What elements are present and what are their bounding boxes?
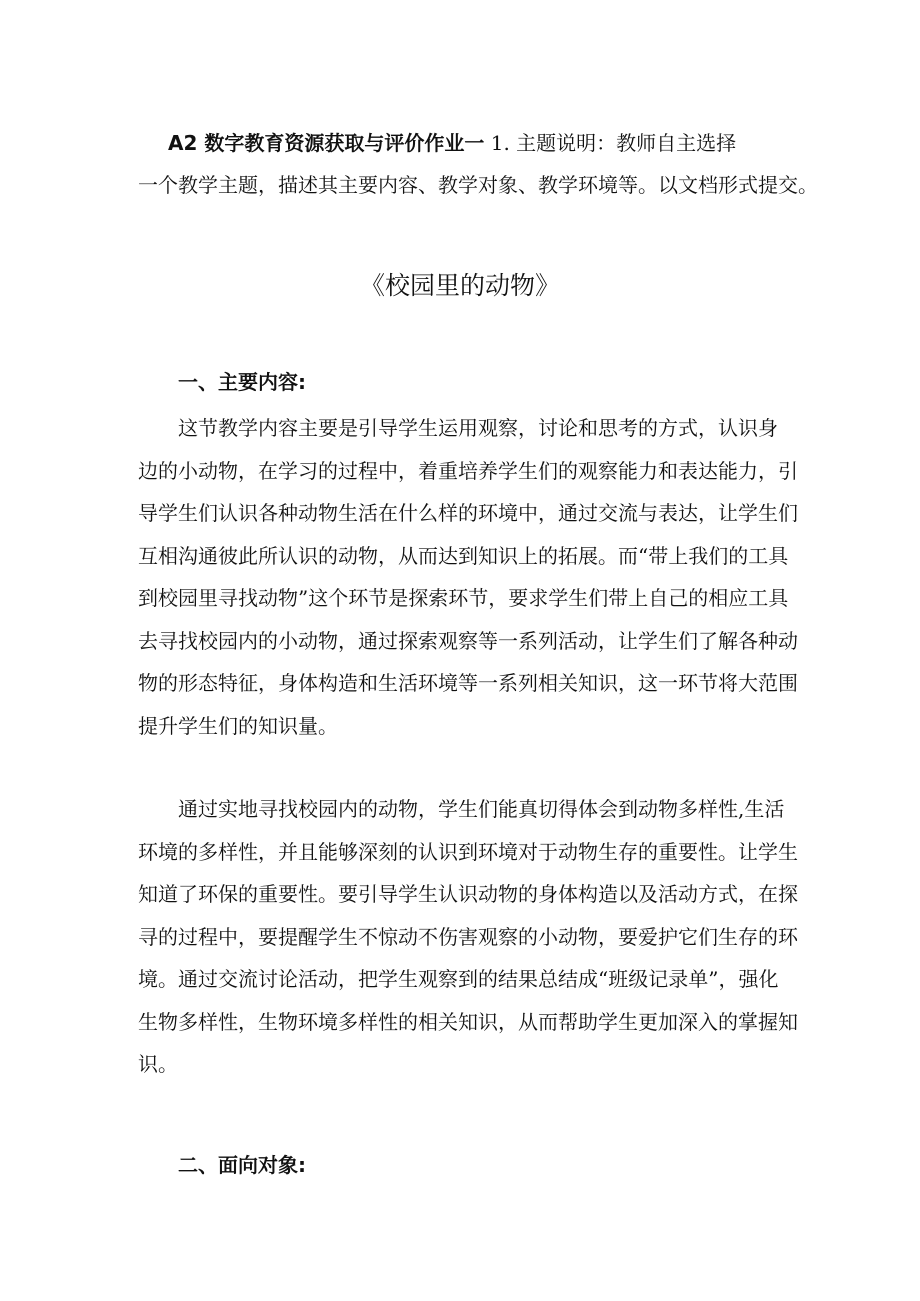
- paragraph-line: 寻的过程中，要提醒学生不惊动不伤害观察的小动物，要爱护它们生存的环: [138, 924, 798, 949]
- paragraph-line: 识。: [138, 1052, 178, 1076]
- paragraph-line: 导学生们认识各种动物生活在什么样的环境中，通过交流与表达，让学生们: [138, 501, 798, 525]
- assignment-subtitle: 1. 主题说明：教师自主选择: [484, 131, 737, 155]
- paragraph-line: 这节教学内容主要是引导学生运用观察，讨论和思考的方式，认识身: [178, 416, 778, 440]
- paragraph-line: 环境的多样性，并且能够深刻的认识到环境对于动物生存的重要性。让学生: [138, 839, 798, 864]
- document-title: 《校园里的动物》: [359, 271, 560, 300]
- section-heading-target-audience: 二、面向对象:: [178, 1153, 306, 1177]
- paragraph-line: 互相沟通彼此所认识的动物，从而达到知识上的拓展。而“带上我们的工具: [138, 543, 789, 568]
- paragraph-line: 物的形态特征，身体构造和生活环境等一系列相关知识，这一环节将大范围: [138, 671, 798, 695]
- assignment-header: [138, 122, 818, 206]
- paragraph-line: 提升学生们的知识量。: [138, 713, 338, 738]
- assignment-title: A2 数字教育资源获取与评价作业一: [168, 131, 485, 155]
- paragraph-line: 通过实地寻找校园内的动物，学生们能真切得体会到动物多样性,生活: [178, 797, 785, 821]
- header-line-1: [138, 122, 798, 164]
- paragraph-1: [138, 407, 798, 747]
- paragraph-2: [138, 788, 798, 1086]
- paragraph-line: 境。通过交流讨论活动，把学生观察到的结果总结成“班级记录单”，强化: [138, 967, 779, 991]
- paragraph-line: 生物多样性，生物环境多样性的相关知识，从而帮助学生更加深入的掌握知: [138, 1009, 798, 1034]
- paragraph-line: 到校园里寻找动物”这个环节是探索环节，要求学生们带上自己的相应工具: [138, 586, 789, 610]
- section-heading-main-content: 一、主要内容:: [178, 370, 306, 394]
- header-line-2: 一个教学主题，描述其主要内容、教学对象、教学环境等。以文档形式提交。: [138, 173, 818, 197]
- paragraph-line: 知道了环保的重要性。要引导学生认识动物的身体构造以及活动方式，在探: [138, 882, 798, 906]
- paragraph-line: 边的小动物，在学习的过程中，着重培养学生们的观察能力和表达能力，引: [138, 458, 798, 483]
- paragraph-line: 去寻找校园内的小动物，通过探索观察等一系列活动，让学生们了解各种动: [138, 628, 798, 653]
